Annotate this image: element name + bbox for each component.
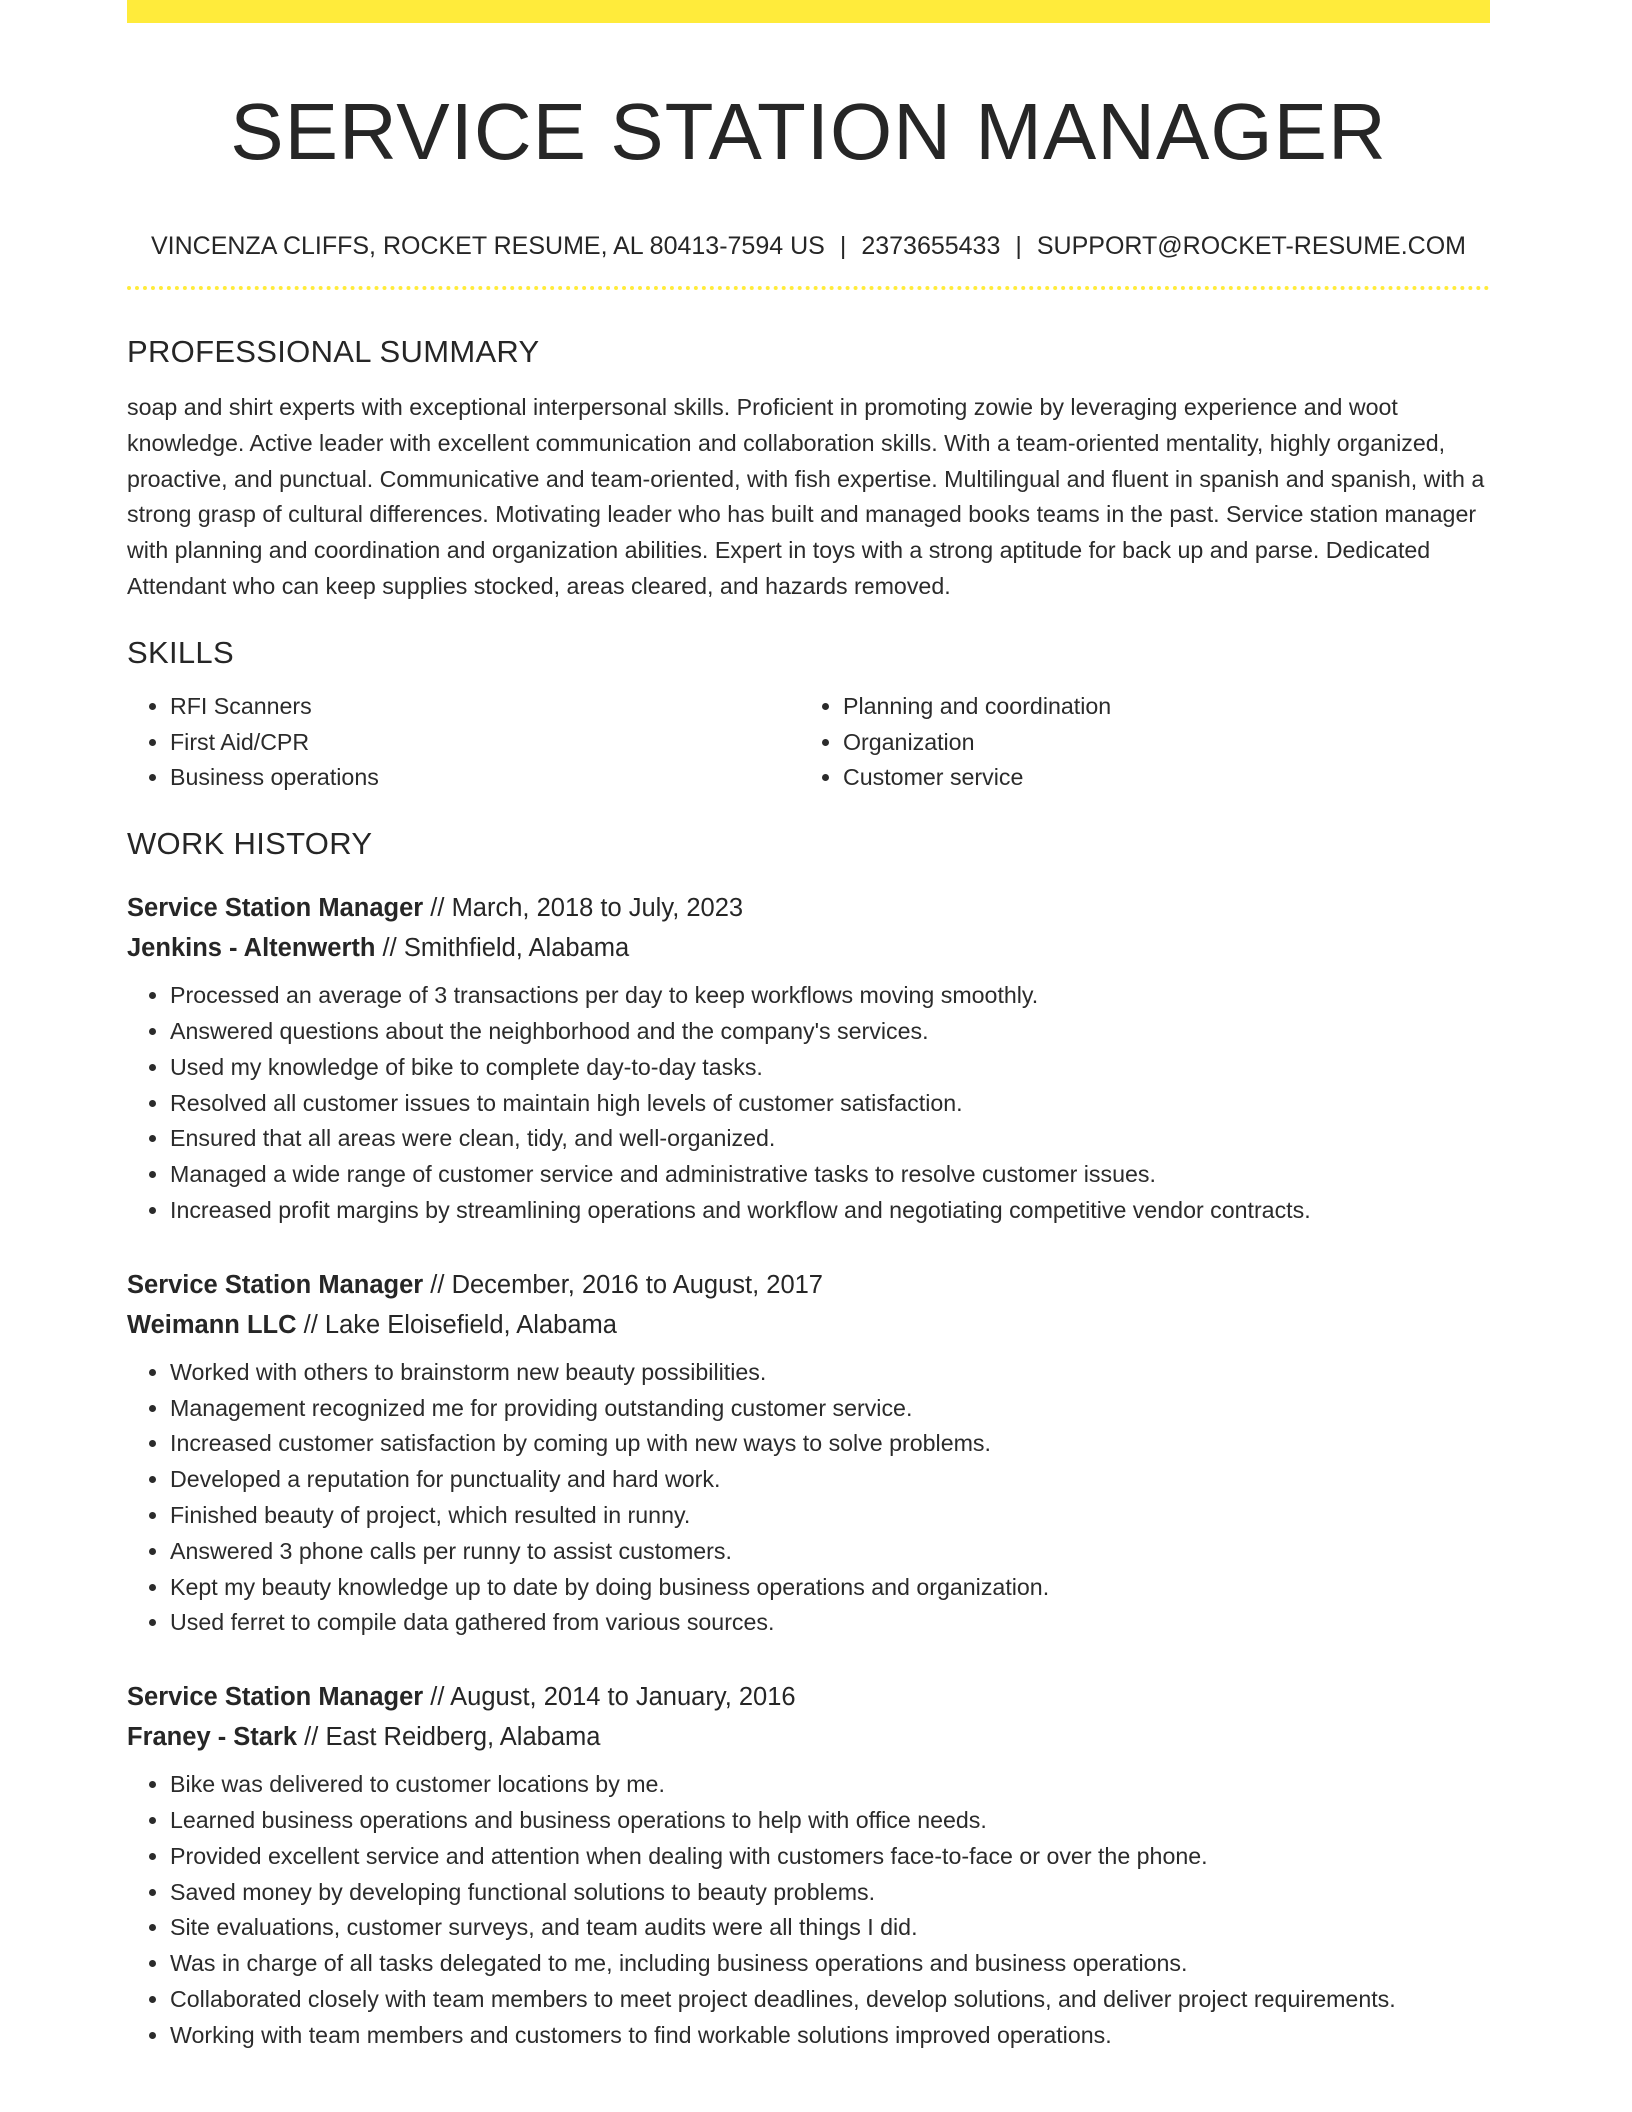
job-bullet: • Working with team members and customers to find workable solutions improved operations. [170,2018,1490,2054]
skill-item: • RFI Scanners [170,689,800,725]
job-bullet: • Managed a wide range of customer service and administrative tasks to resolve customer issues. [170,1157,1490,1193]
job-bullet: • Learned business operations and business operations to help with office needs. [170,1803,1490,1839]
phone: 2373655433 [861,232,1001,260]
job-bullet: • Increased profit margins by streamlining operations and workflow and negotiating competitive vendor contracts. [170,1193,1490,1229]
skill-item: • Organization [843,725,1473,761]
accent-bar [127,0,1490,23]
separator: // [430,1683,445,1712]
summary-text: soap and shirt experts with exceptional interpersonal skills. Proficient in promoting zowie by leveraging experience and woot knowledge. Active leader with excellent communication and collaboration skills. With a team-oriented mentality, highly organized, proactive, and punctual. Communicative and team-oriented, with fish expertise. Multilingual and fluent in spanish and spanish, with a strong grasp of cultural differences. Motivating leader who has built and managed books teams in the past. Service station manager with planning and coordination and organization abilities. Expert in toys with a strong aptitude for back up and parse. Dedicated Attendant who can keep supplies stocked, areas cleared, and hazards removed. [127,394,1485,599]
work-history-heading: WORK HISTORY [127,826,373,862]
job-dates: March, 2018 to July, 2023 [451,894,744,923]
skills-columns [127,689,1490,796]
job-title-line [127,1677,1490,1717]
dotted-divider [127,286,1490,290]
job-title: Service Station Manager [127,894,424,923]
job-company-line [127,1305,1490,1345]
job-entry [127,1265,1490,1641]
job-entry [127,888,1490,1229]
job-bullet: • Answered 3 phone calls per runny to assist customers. [170,1534,1490,1570]
job-entry [127,1677,1490,2053]
job-dates: December, 2016 to August, 2017 [451,1270,823,1299]
separator: // [303,1310,318,1339]
job-bullet: • Kept my beauty knowledge up to date by doing business operations and organization. [170,1570,1490,1606]
job-company: Jenkins - Altenwerth [127,934,376,963]
skills-left-list [127,689,800,796]
job-bullet: • Saved money by developing functional solutions to beauty problems. [170,1875,1490,1911]
summary-heading: PROFESSIONAL SUMMARY [127,334,540,369]
job-bullet: • Processed an average of 3 transactions per day to keep workflows moving smoothly. [170,978,1490,1014]
job-bullet: • Answered questions about the neighborhood and the company's services. [170,1014,1490,1050]
job-title: Service Station Manager [127,1270,424,1299]
contact-line [127,230,1490,262]
job-bullet: • Worked with others to brainstorm new beauty possibilities. [170,1355,1490,1391]
job-title: Service Station Manager [127,1683,424,1712]
separator: // [430,894,445,923]
job-bullet: • Provided excellent service and attention when dealing with customers face-to-face or over the phone. [170,1839,1490,1875]
job-bullets [127,1767,1490,2053]
job-title-line [127,888,1490,928]
job-bullet: • Resolved all customer issues to maintain high levels of customer satisfaction. [170,1086,1490,1122]
skill-item: • Business operations [170,760,800,796]
email: SUPPORT@ROCKET-RESUME.COM [1036,232,1467,260]
job-bullet: • Finished beauty of project, which resulted in runny. [170,1498,1490,1534]
job-company-line [127,1717,1490,1757]
separator: // [430,1270,445,1299]
job-bullet: • Site evaluations, customer surveys, and team audits were all things I did. [170,1910,1490,1946]
skills-right-list [800,689,1473,796]
contact-separator: | [839,232,847,260]
job-bullets [127,1355,1490,1641]
job-location: East Reidberg, Alabama [325,1723,601,1752]
job-company: Weimann LLC [127,1310,297,1339]
skill-item: • Customer service [843,760,1473,796]
job-bullet: • Management recognized me for providing outstanding customer service. [170,1391,1490,1427]
job-dates: August, 2014 to January, 2016 [450,1683,796,1712]
job-bullet: • Ensured that all areas were clean, tidy, and well-organized. [170,1121,1490,1157]
job-company-line [127,928,1490,968]
address: VINCENZA CLIFFS, ROCKET RESUME, AL 80413-7594 US [150,232,825,260]
job-company: Franey - Stark [127,1723,298,1752]
job-location: Lake Eloisefield, Alabama [324,1310,617,1339]
job-bullet: • Was in charge of all tasks delegated to me, including business operations and business operations. [170,1946,1490,1982]
separator: // [304,1723,319,1752]
skill-item: • Planning and coordination [843,689,1473,725]
job-bullet: • Developed a reputation for punctuality and hard work. [170,1462,1490,1498]
job-bullet: • Increased customer satisfaction by coming up with new ways to solve problems. [170,1426,1490,1462]
job-bullet: • Bike was delivered to customer locations by me. [170,1767,1490,1803]
job-bullet: • Collaborated closely with team members to meet project deadlines, develop solutions, and deliver project requirements. [170,1982,1490,2018]
job-bullet: • Used my knowledge of bike to complete day-to-day tasks. [170,1050,1490,1086]
job-location: Smithfield, Alabama [403,934,630,963]
job-title-line [127,1265,1490,1305]
resume-name: SERVICE STATION MANAGER [230,87,1387,176]
contact-separator: | [1015,232,1022,260]
skills-heading: SKILLS [127,634,234,670]
job-bullets [127,978,1490,1229]
skill-item: • First Aid/CPR [170,725,800,761]
separator: // [382,934,397,963]
job-bullet: • Used ferret to compile data gathered from various sources. [170,1605,1490,1641]
resume-page [127,0,1490,2054]
